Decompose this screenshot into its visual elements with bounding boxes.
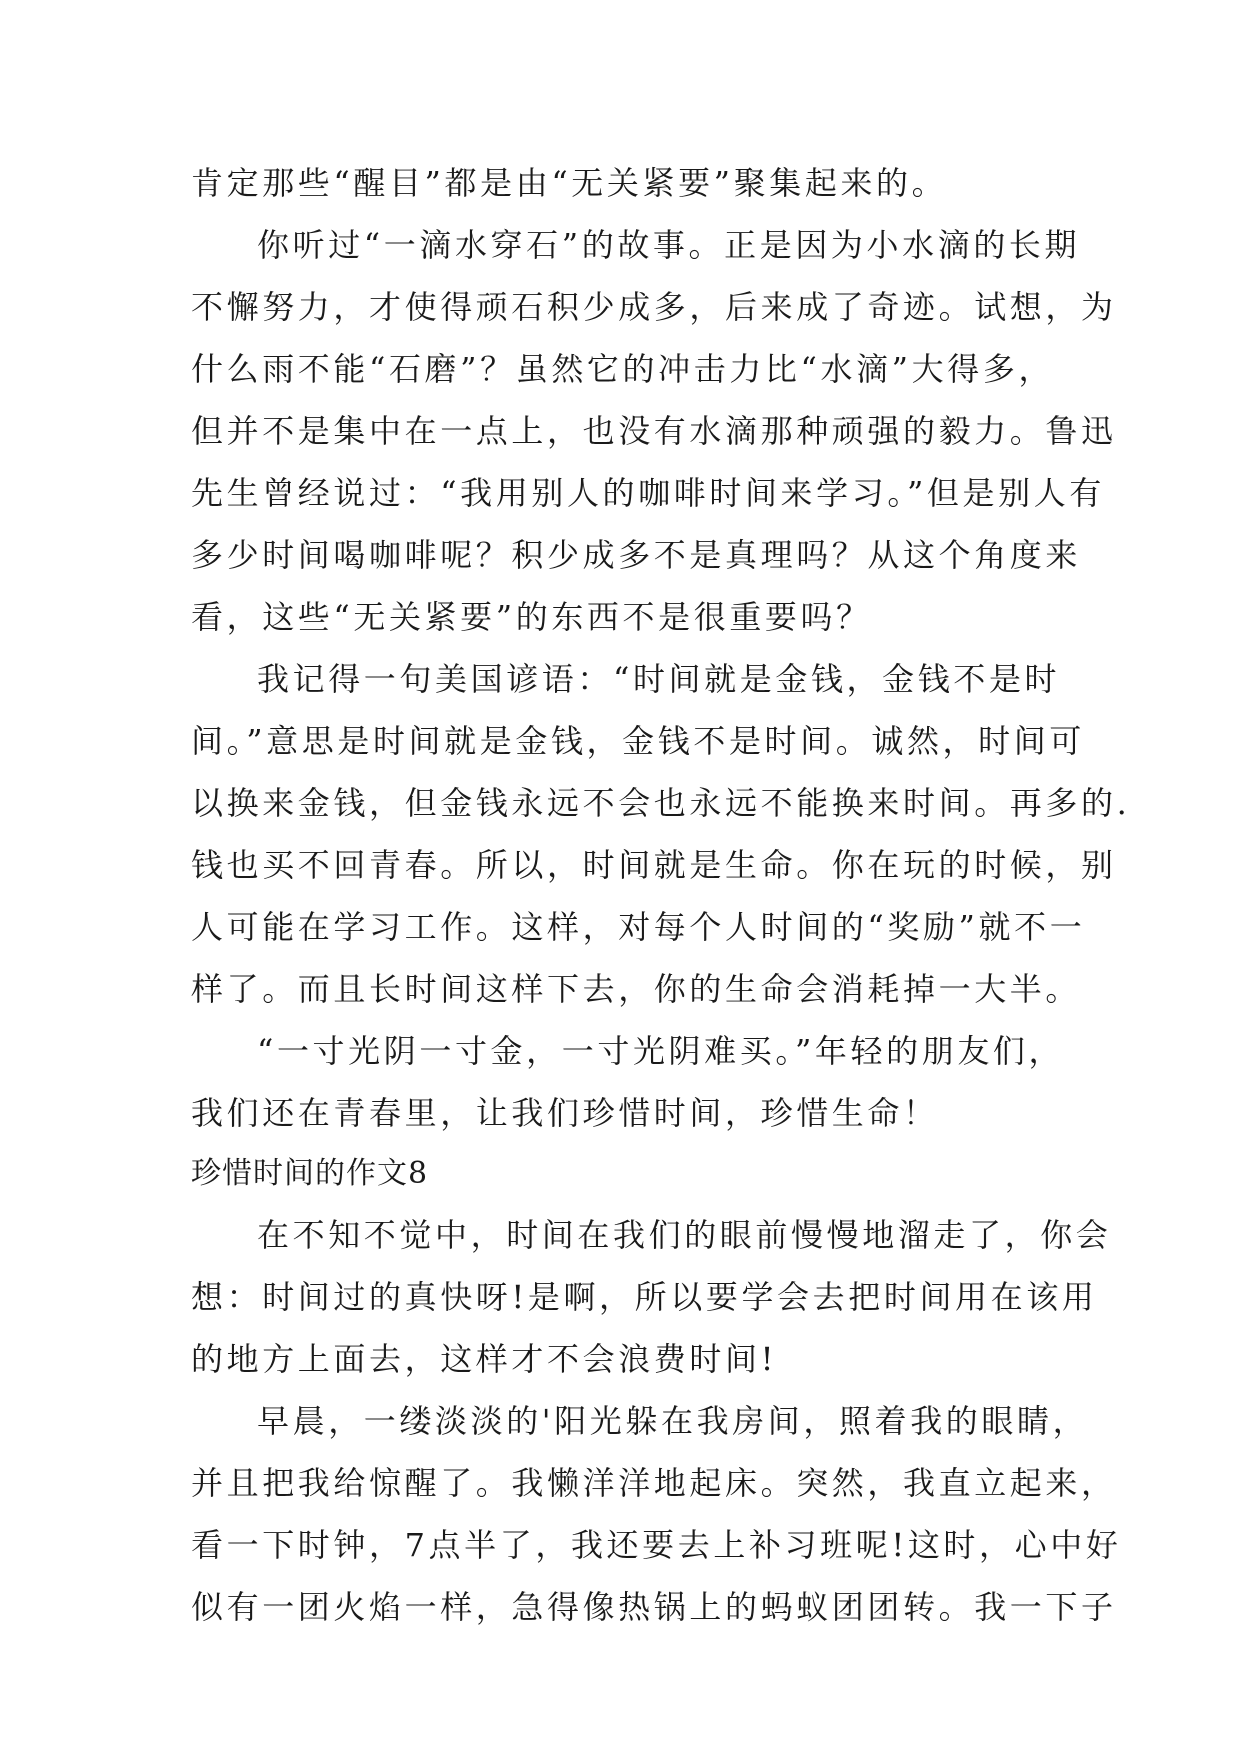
text-line: 样了。而且长时间这样下去，你的生命会消耗掉一大半。 (191, 970, 1082, 1008)
paragraph-start-line: “一寸光阴一寸金，一寸光阴难买。”年轻的朋友们， (257, 1032, 1065, 1070)
text-line: 的地方上面去，这样才不会浪费时间! (191, 1340, 778, 1378)
text-line: 间。”意思是时间就是金钱，金钱不是时间。诚然，时间可 (191, 722, 1085, 760)
text-line: 钱也买不回青春。所以，时间就是生命。你在玩的时候，别 (191, 846, 1117, 884)
paragraph-start-line: 早晨，一缕淡淡的'阳光躲在我房间，照着我的眼睛， (257, 1402, 1089, 1440)
text-line: 我们还在青春里，让我们珍惜时间，珍惜生命！ (191, 1094, 939, 1132)
section-heading: 珍惜时间的作文8 (191, 1156, 429, 1191)
document-page (191, 152, 1131, 1638)
text-line: 肯定那些“醒目”都是由“无关紧要”聚集起来的。 (191, 164, 948, 202)
text-line: 不懈努力，才使得顽石积少成多，后来成了奇迹。试想，为 (191, 288, 1117, 326)
text-line: 想：时间过的真快呀!是啊，所以要学会去把时间用在该用 (191, 1278, 1098, 1316)
text-line: 先生曾经说过：“我用别人的咖啡时间来学习。”但是别人有 (191, 474, 1105, 512)
text-line: 看，这些“无关紧要”的东西不是很重要吗？ (191, 598, 872, 636)
text-line: 多少时间喝咖啡呢？积少成多不是真理吗？从这个角度来 (191, 536, 1082, 574)
text-line: 并且把我给惊醒了。我懒洋洋地起床。突然，我直立起来， (191, 1464, 1117, 1502)
text-line: 什么雨不能“石磨”？虽然它的冲击力比“水滴”大得多， (191, 350, 1055, 388)
text-line: 但并不是集中在一点上，也没有水滴那种顽强的毅力。鲁迅 (191, 412, 1117, 450)
text-line: 看一下时钟，7点半了，我还要去上补习班呢!这时，心中好 (191, 1526, 1122, 1564)
paragraph-start-line: 你听过“一滴水穿石”的故事。正是因为小水滴的长期 (257, 226, 1081, 264)
text-line: 人可能在学习工作。这样，对每个人时间的“奖励”就不一 (191, 908, 1086, 946)
text-line: 似有一团火焰一样，急得像热锅上的蚂蚁团团转。我一下子 (191, 1588, 1117, 1626)
paragraph-start-line: 我记得一句美国谚语：“时间就是金钱，金钱不是时 (257, 660, 1061, 698)
paragraph-start-line: 在不知不觉中，时间在我们的眼前慢慢地溜走了，你会 (257, 1216, 1112, 1254)
text-line: 以换来金钱，但金钱永远不会也永远不能换来时间。再多的. (191, 784, 1131, 822)
